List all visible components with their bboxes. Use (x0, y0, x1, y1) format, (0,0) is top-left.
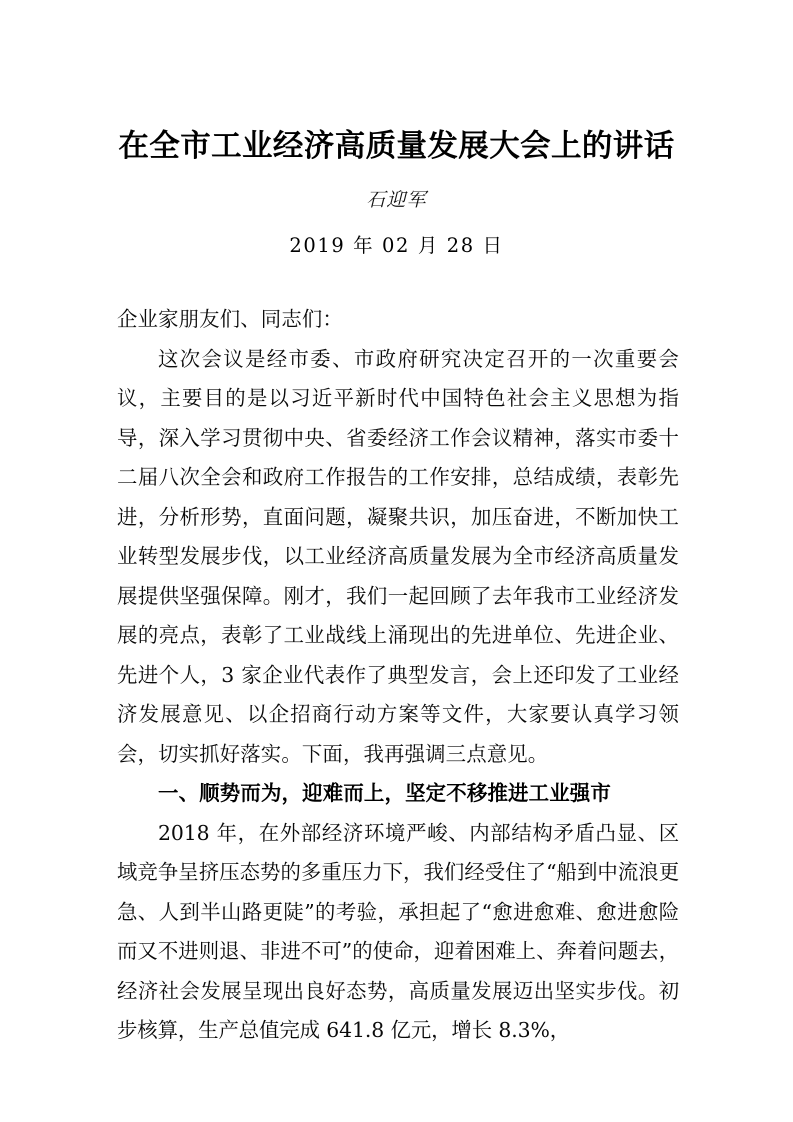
document-body (117, 300, 679, 1051)
body-paragraph: 这次会议是经市委、市政府研究决定召开的一次重要会议，主要目的是以习近平新时代中国特色社会主义思想为指导，深入学习贯彻中央、省委经济工作会议精神，落实市委十二届八次全会和政府工作报告的工作安排，总结成绩，表彰先进，分析形势，直面问题，凝聚共识，加压奋进，不断加快工业转型发展步伐，以工业经济高质量发展为全市经济高质量发展提供坚强保障。刚才，我们一起回顾了去年我市工业经济发展的亮点，表彰了工业战线上涌现出的先进单位、先进企业、先进个人，3 家企业代表作了典型发言，会上还印发了工业经济发展意见、以企招商行动方案等文件，大家要认真学习领会，切实抓好落实。下面，我再强调三点意见。 (117, 346, 679, 766)
page-title: 在全市工业经济高质量发展大会上的讲话 (118, 128, 675, 164)
section-heading-one: 一、顺势而为，迎难而上，坚定不移推进工业强市 (158, 781, 611, 805)
section-paragraph: 2018 年，在外部经济环境严峻、内部结构矛盾凸显、区域竞争呈挤压态势的多重压力下，我们经受住了“船到中流浪更急、人到半山路更陡”的考验，承担起了“愈进愈难、愈进愈险而又不进则退、非进不可”的使命，迎着困难上、奔着问题去，经济社会发展呈现出良好态势，高质量发展迈出坚实步伐。初步核算，生产总值完成 641.8 亿元，增长 8.3%， (117, 820, 679, 1042)
document-author: 石迎军 (366, 189, 427, 211)
document-date: 2019 年 02 月 28 日 (289, 234, 504, 257)
salutation-line: 企业家朋友们、同志们： (117, 307, 343, 331)
